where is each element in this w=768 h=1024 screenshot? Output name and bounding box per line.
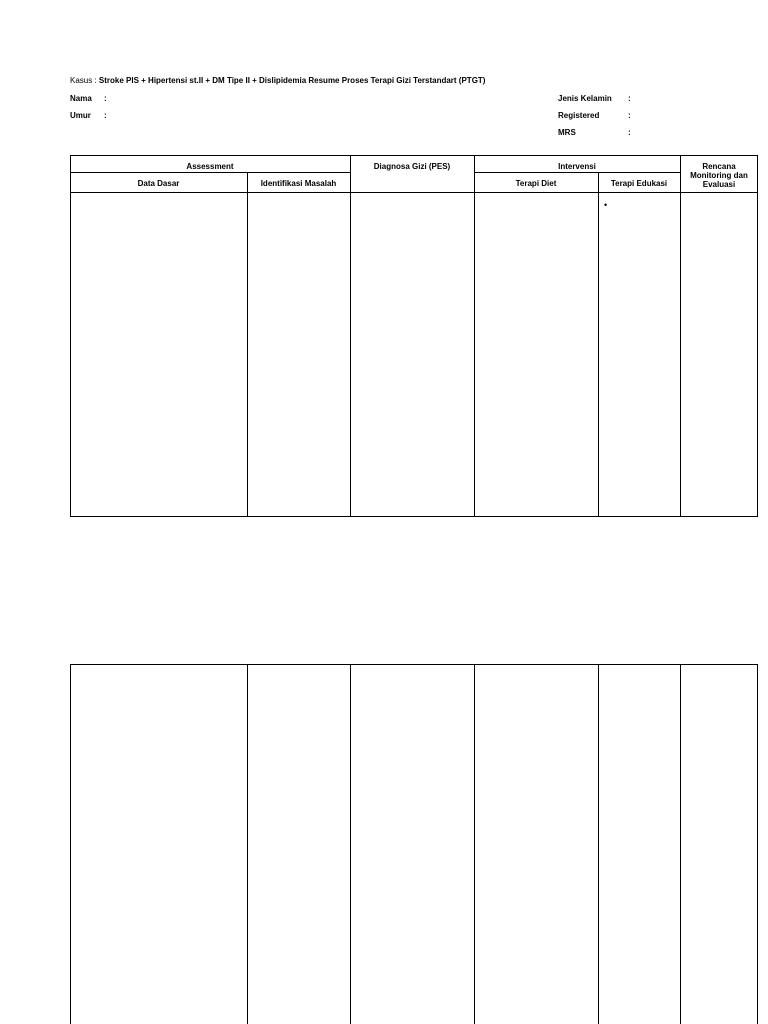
- table2-col-divider-3: [474, 664, 475, 1024]
- case-prefix: Kasus :: [70, 76, 99, 85]
- header-data-dasar: Data Dasar: [137, 179, 180, 188]
- field-registered-sep: :: [628, 111, 631, 120]
- field-nama-label: Nama: [70, 94, 92, 103]
- intervensi-sub-divider: [474, 172, 680, 173]
- header-terapi-edukasi: Terapi Edukasi: [610, 179, 668, 188]
- col-divider-1: [247, 172, 248, 517]
- header-monitoring-evaluasi: Rencana Monitoring dan Evaluasi: [690, 162, 748, 189]
- table-left-border: [70, 155, 71, 517]
- header-assessment: Assessment: [186, 162, 234, 171]
- field-mrs-sep: :: [628, 128, 631, 137]
- table2-top-border: [70, 664, 758, 665]
- table2-right-border: [757, 664, 758, 1024]
- header-diagnosa-gizi: Diagnosa Gizi (PES): [373, 162, 451, 171]
- field-nama-sep: :: [104, 94, 107, 103]
- edukasi-bullet: •: [604, 200, 608, 210]
- field-umur-label: Umur: [70, 111, 91, 120]
- table-right-border: [757, 155, 758, 517]
- table-top-border: [70, 155, 758, 156]
- col-divider-5: [680, 155, 681, 517]
- case-title: Stroke PIS + Hipertensi st.II + DM Tipe II + Dislipidemia Resume Proses Terapi Gizi Terstandart (PTGT): [98, 76, 486, 85]
- table2-col-divider-2: [350, 664, 351, 1024]
- case-line: [70, 76, 485, 86]
- header-identifikasi-masalah: Identifikasi Masalah: [260, 179, 337, 188]
- field-umur-sep: :: [104, 111, 107, 120]
- field-jenis-kelamin-label: Jenis Kelamin: [558, 94, 612, 103]
- table2-col-divider-5: [680, 664, 681, 1024]
- field-jenis-kelamin-sep: :: [628, 94, 631, 103]
- header-bottom-divider: [70, 192, 758, 193]
- table2-left-border: [70, 664, 71, 1024]
- field-mrs-label: MRS: [558, 128, 576, 137]
- table-bottom-border: [70, 516, 758, 517]
- col-divider-3: [474, 155, 475, 517]
- table2-col-divider-4: [598, 664, 599, 1024]
- assessment-sub-divider: [70, 172, 350, 173]
- col-divider-4: [598, 172, 599, 517]
- header-intervensi: Intervensi: [558, 162, 596, 171]
- table2-col-divider-1: [247, 664, 248, 1024]
- field-registered-label: Registered: [558, 111, 600, 120]
- header-terapi-diet: Terapi Diet: [515, 179, 557, 188]
- col-divider-2: [350, 155, 351, 517]
